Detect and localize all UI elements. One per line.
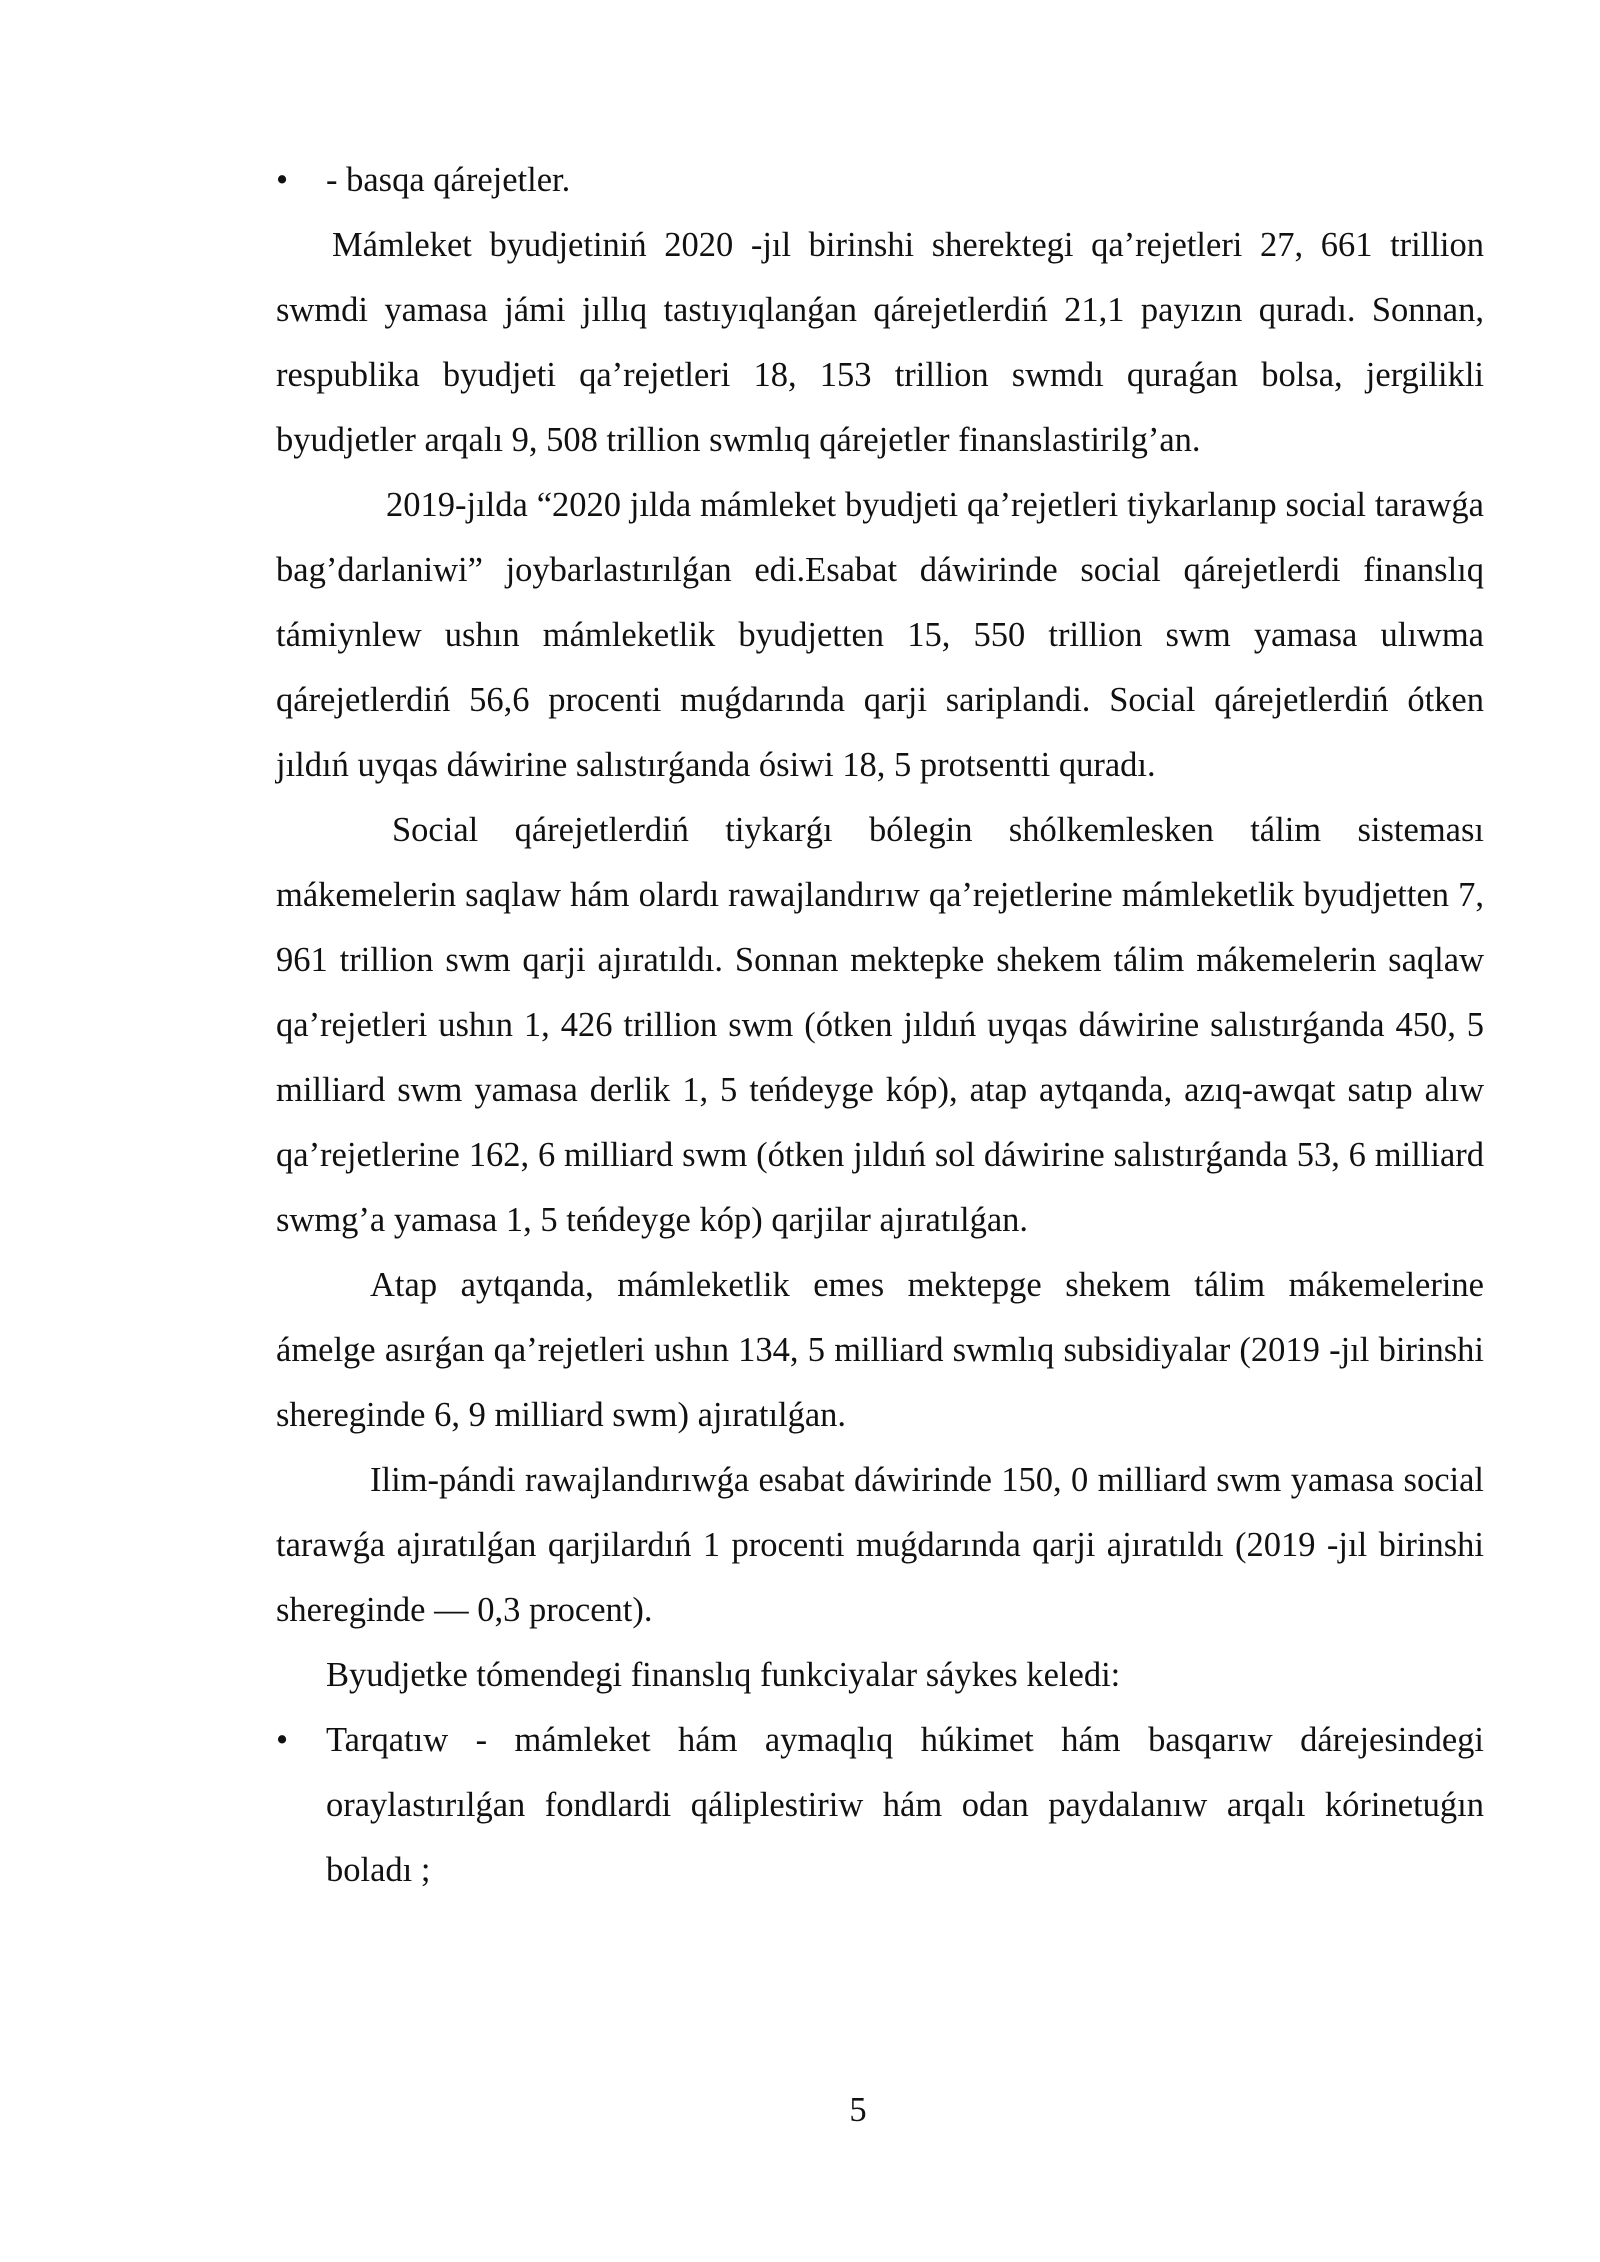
- list-item: [276, 148, 1484, 213]
- paragraph-social-expenses: 2019-jılda “2020 jılda mámleket byudjeti qa’rejetleri tiykarlanıp social tarawǵa bag’darlaniwi” joybarlastırılǵan edi.Esabat dáwirinde social qárejetlerdi finanslıq támiynlew ushın mámleketlik byudjetten 15, 550 trillion swm yamasa ulıwma qárejetlerdiń 56,6 procenti muǵdarında qarji sariplandi. Social qárejetlerdiń ótken jıldıń uyqas dáwirine salıstırǵanda ósiwi 18, 5 protsentti quradı.: [276, 486, 1484, 784]
- paragraph-private-preschool: Atap aytqanda, mámleketlik emes mektepge shekem tálim mákemelerine ámelge asırǵan qa’rejetleri ushın 134, 5 milliard swmlıq subsidiyalar (2019 -jıl birinshi shereginde 6, 9 milliard swm) ajıratılǵan.: [276, 1266, 1484, 1434]
- list-item-text: Tarqatıw - mámleket hám aymaqlıq húkimet hám basqarıw dárejesindegi oraylastırılǵan fondlardi qáliplestiriw hám odan paydalanıw arqalı kórinetuǵın boladı ;: [326, 1721, 1484, 1889]
- document-body: [276, 148, 1484, 1903]
- page-number: 5: [849, 2091, 867, 2129]
- paragraph-budget-functions: Byudjetke tómendegi finanslıq funkciyalar sáykes keledi:: [326, 1656, 1121, 1694]
- list-item-text: - basqa qárejetler.: [326, 161, 571, 199]
- paragraph-expenses-q1: Mámleket byudjetiniń 2020 -jıl birinshi sherektegi qa’rejetleri 27, 661 trillion swmdi yamasa jámi jıllıq tastıyıqlanǵan qárejetlerdiń 21,1 payızın quradı. Sonnan, respublika byudjeti qa’rejetleri 18, 153 trillion swmdı quraǵan bolsa, jergilikli byudjetler arqalı 9, 508 trillion swmlıq qárejetler finanslastirilg’an.: [276, 226, 1484, 459]
- paragraph-science: Ilim-pándi rawajlandırıwǵa esabat dáwirinde 150, 0 milliard swm yamasa social tarawǵa ajıratılǵan qarjilardıń 1 procenti muǵdarında qarji ajıratıldı (2019 -jıl birinshi shereginde — 0,3 procent).: [276, 1461, 1484, 1629]
- bullet-icon: •: [276, 1721, 289, 1759]
- paragraph-education-expenses: Social qárejetlerdiń tiykarǵı bólegin shólkemlesken tálim sisteması mákemelerin saqlaw hám olardı rawajlandırıw qa’rejetlerine mámleketlik byudjetten 7, 961 trillion swm qarji ajıratıldı. Sonnan mektepke shekem tálim mákemelerin saqlaw qa’rejetleri ushın 1, 426 trillion swm (ótken jıldıń uyqas dáwirine salıstırǵanda 450, 5 milliard swm yamasa derlik 1, 5 teńdeyge kóp), atap aytqanda, azıq-awqat satıp alıw qa’rejetlerine 162, 6 milliard swm (ótken jıldıń sol dáwirine salıstırǵanda 53, 6 milliard swmg’a yamasa 1, 5 teńdeyge kóp) qarjilar ajıratılǵan.: [276, 811, 1484, 1239]
- list-item: [276, 1708, 1484, 1903]
- bullet-icon: •: [276, 161, 289, 199]
